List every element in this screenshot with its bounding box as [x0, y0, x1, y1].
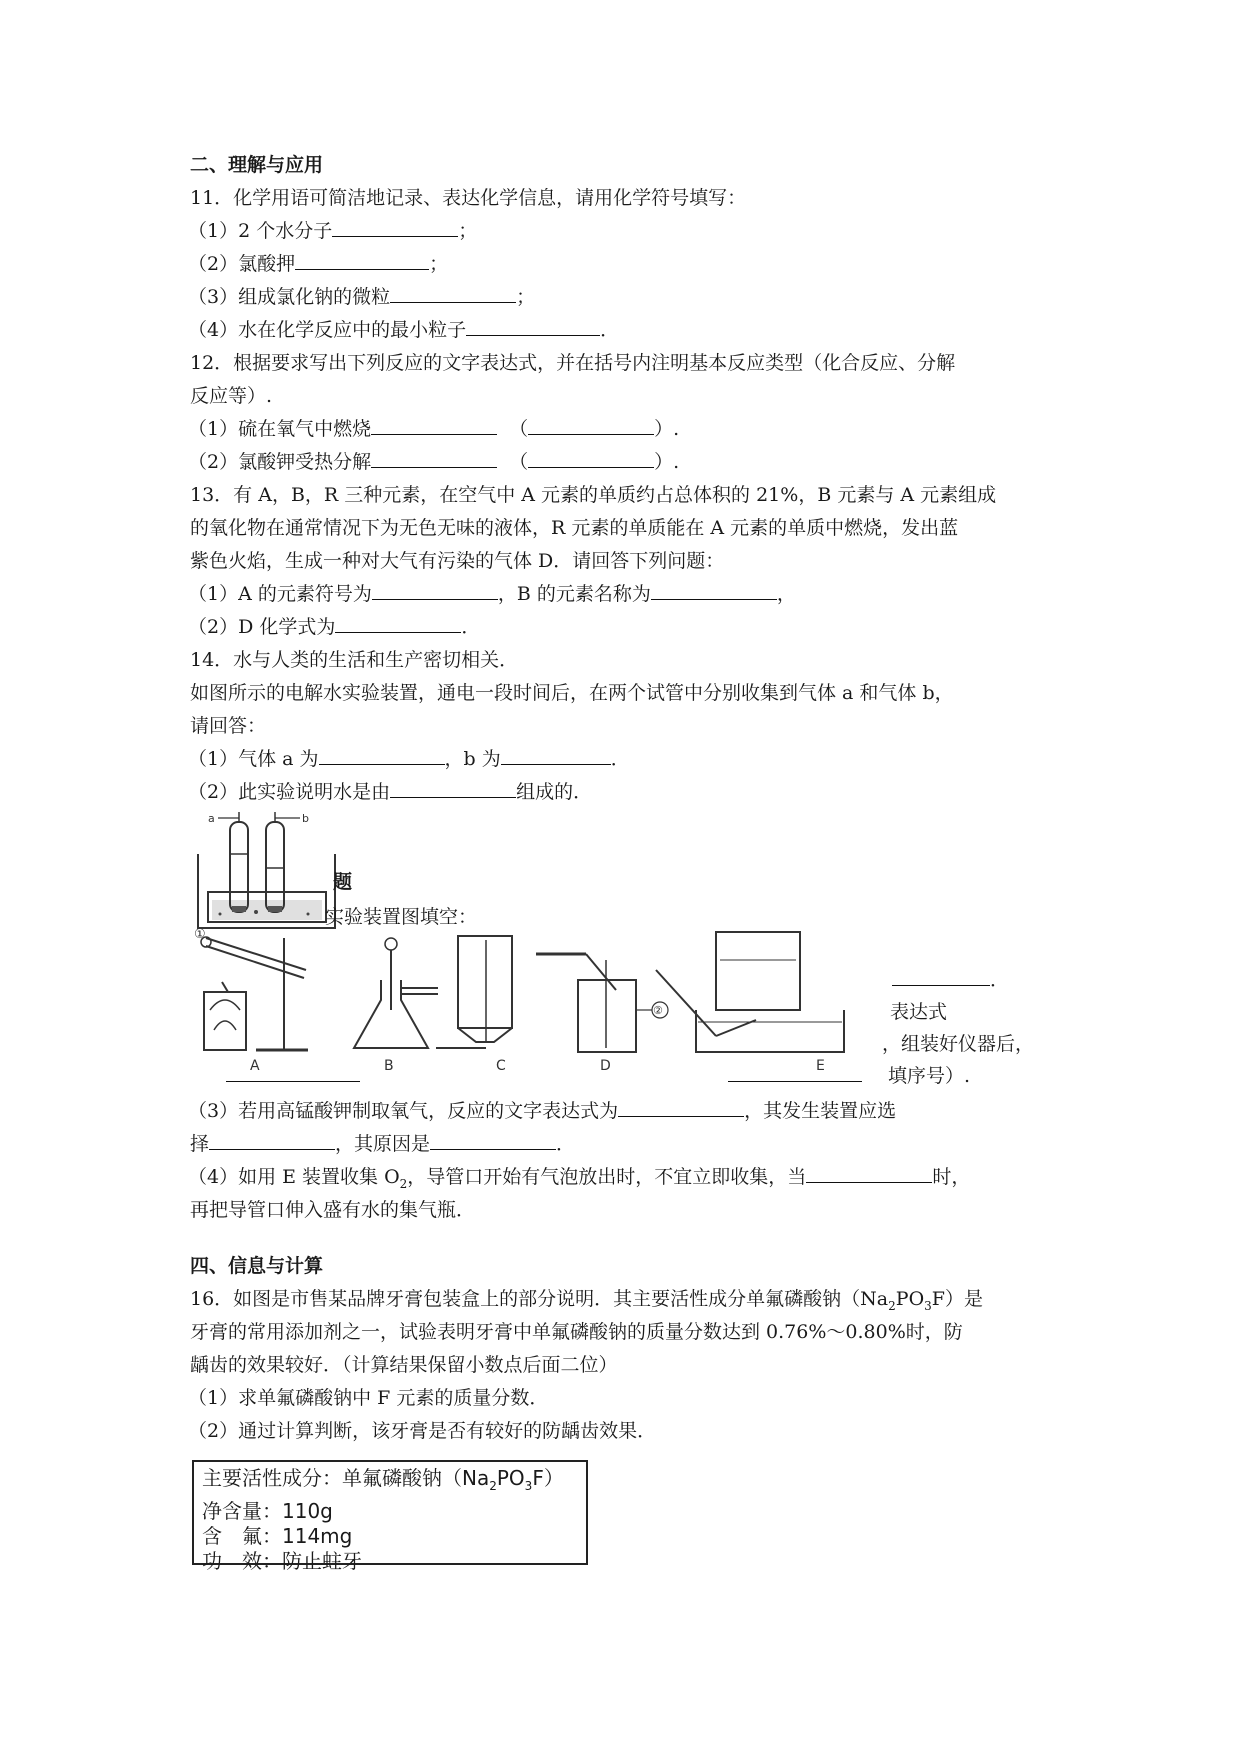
q16-item-2: （2）通过计算判断，该牙膏是否有较好的防龋齿效果．	[188, 1420, 657, 1442]
label-line-3: 含 氟：114mg	[202, 1524, 353, 1548]
answer-blank[interactable]	[466, 318, 600, 336]
answer-blank[interactable]	[528, 450, 654, 468]
q13-item-2: （2）D 化学式为 ．	[188, 616, 481, 638]
q13-stem-line2: 的氧化物在通常情况下为无色无味的液体，R 元素的单质能在 A 元素的单质中燃烧，发出蓝	[190, 517, 959, 539]
q12-stem-line2: 反应等）.	[190, 385, 273, 407]
q11-item-1: （1）2 个水分子 ；	[188, 220, 478, 242]
toothpaste-label-box	[192, 1460, 588, 1573]
answer-blank[interactable]	[371, 417, 497, 435]
mark-2: ②	[653, 1004, 663, 1017]
q14-stem-line1: 14．水与人类的生活和生产密切相关．	[190, 649, 519, 671]
q12-stem-line1: 12．根据要求写出下列反应的文字表达式，并在括号内注明基本反应类型（化合反应、分解	[190, 352, 956, 374]
answer-blank[interactable]	[372, 582, 498, 600]
q15-fragment-blank-right	[728, 1064, 862, 1088]
q15-fragment-right-4: 填序号）.	[888, 1065, 971, 1087]
q14-item-1: （1）气体 a 为 ，b 为 ．	[188, 748, 630, 770]
answer-blank[interactable]	[209, 1132, 335, 1150]
q11-item-4: （4）水在化学反应中的最小粒子 ．	[188, 319, 620, 341]
q14-item-2: （2）此实验说明水是由 组成的．	[188, 781, 593, 803]
q15-item-3-cont: 择 ，其原因是 ．	[190, 1133, 576, 1155]
answer-blank[interactable]	[892, 968, 990, 986]
answer-blank[interactable]	[618, 1099, 744, 1117]
lab-apparatus-figure	[194, 927, 896, 1080]
q14-stem-line3: 请回答：	[190, 715, 267, 737]
apparatus-b	[354, 938, 438, 1074]
label-line-4: 功 效：防止蛀牙	[202, 1549, 362, 1573]
q16-stem-line3: 龋齿的效果较好．（计算结果保留小数点后面二位）	[190, 1354, 618, 1376]
fig-label-d: D	[600, 1058, 611, 1074]
q11-item-3: （3）组成氯化钠的微粒 ；	[188, 286, 536, 308]
q12-item-2: （2）氯酸钾受热分解 （ ）.	[188, 451, 680, 473]
q11-stem: 11．化学用语可简洁地记录、表达化学信息，请用化学符号填写：	[190, 187, 747, 209]
fig-label-a: A	[250, 1058, 260, 1074]
tube-b-label: b	[302, 812, 309, 825]
tube-a-label: a	[208, 812, 215, 825]
fig-label-b: B	[384, 1058, 394, 1074]
q11-item-2: （2）氯酸押 ；	[188, 253, 449, 275]
q12-item-1: （1）硫在氧气中燃烧 （ ）.	[188, 418, 680, 440]
section-title: 二、理解与应用	[190, 154, 324, 176]
answer-blank[interactable]	[332, 219, 458, 237]
q13-stem-line3: 紫色火焰，生成一种对大气有污染的气体 D．请回答下列问题：	[190, 550, 725, 572]
answer-blank[interactable]	[335, 615, 461, 633]
q15-fragment-right-3: ，组装好仪器后，	[882, 1033, 1035, 1055]
answer-blank[interactable]	[319, 747, 445, 765]
electrolysis-apparatus-figure	[190, 808, 340, 938]
q15-item-3: （3）若用高锰酸钾制取氧气，反应的文字表达式为 ，其发生装置应选	[188, 1100, 897, 1122]
q13-stem-line1: 13．有 A，B，R 三种元素，在空气中 A 元素的单质约占总体积的 21%，B 元素与 A 元素组成	[190, 484, 997, 506]
q15-fragment-blank-left	[226, 1064, 360, 1088]
answer-blank[interactable]	[226, 1064, 360, 1082]
label-line-1: 主要活性成分：单氟磷酸钠$(Na_2PO_3F)$	[202, 1466, 564, 1493]
apparatus-e	[656, 932, 844, 1074]
apparatus-d	[536, 954, 668, 1074]
q15-fragment-right-1: ．	[892, 968, 1009, 992]
mark-1: ①	[194, 927, 206, 942]
q15-title-fragment: 题	[333, 871, 353, 893]
label-line-2: 净含量：110g	[202, 1499, 333, 1523]
answer-blank[interactable]	[371, 450, 497, 468]
q15-item-4-cont: 再把导管口伸入盛有水的集气瓶．	[190, 1199, 476, 1221]
answer-blank[interactable]	[728, 1064, 862, 1082]
q16-item-1: （1）求单氟磷酸钠中 F 元素的质量分数．	[188, 1387, 549, 1409]
q13-item-1: （1）A 的元素符号为 ，B 的元素名称为 ，	[188, 583, 796, 605]
answer-blank[interactable]	[501, 747, 611, 765]
apparatus-c	[436, 936, 512, 1074]
fig-label-e: E	[816, 1058, 825, 1074]
answer-blank[interactable]	[390, 780, 516, 798]
answer-blank[interactable]	[390, 285, 516, 303]
answer-blank[interactable]	[430, 1132, 556, 1150]
q16-stem-line2: 牙膏的常用添加剂之一，试验表明牙膏中单氟磷酸钠的质量分数达到 0.76%～0.80%时，防	[190, 1321, 963, 1343]
section-title: 四、信息与计算	[190, 1255, 324, 1277]
q15-intro-fragment: 实验装置图填空：	[325, 906, 478, 928]
answer-blank[interactable]	[651, 582, 777, 600]
apparatus-a	[194, 927, 308, 1074]
answer-blank[interactable]	[528, 417, 654, 435]
q15-fragment-right-2: 表达式	[890, 1001, 948, 1023]
q16-stem-line1: 16．如图是市售某品牌牙膏包装盒上的部分说明．其主要活性成分单氟磷酸钠$(Na_2PO_3F)$是	[190, 1288, 983, 1313]
q15-item-4: （4）如用 E 装置收集 $O_2$，导管口开始有气泡放出时，不宜立即收集，当 时，	[188, 1166, 971, 1191]
answer-blank[interactable]	[295, 252, 429, 270]
answer-blank[interactable]	[806, 1165, 932, 1183]
q14-stem-line2: 如图所示的电解水实验装置，通电一段时间后，在两个试管中分别收集到气体 a 和气体 b，	[190, 682, 954, 704]
fig-label-c: C	[496, 1058, 506, 1074]
